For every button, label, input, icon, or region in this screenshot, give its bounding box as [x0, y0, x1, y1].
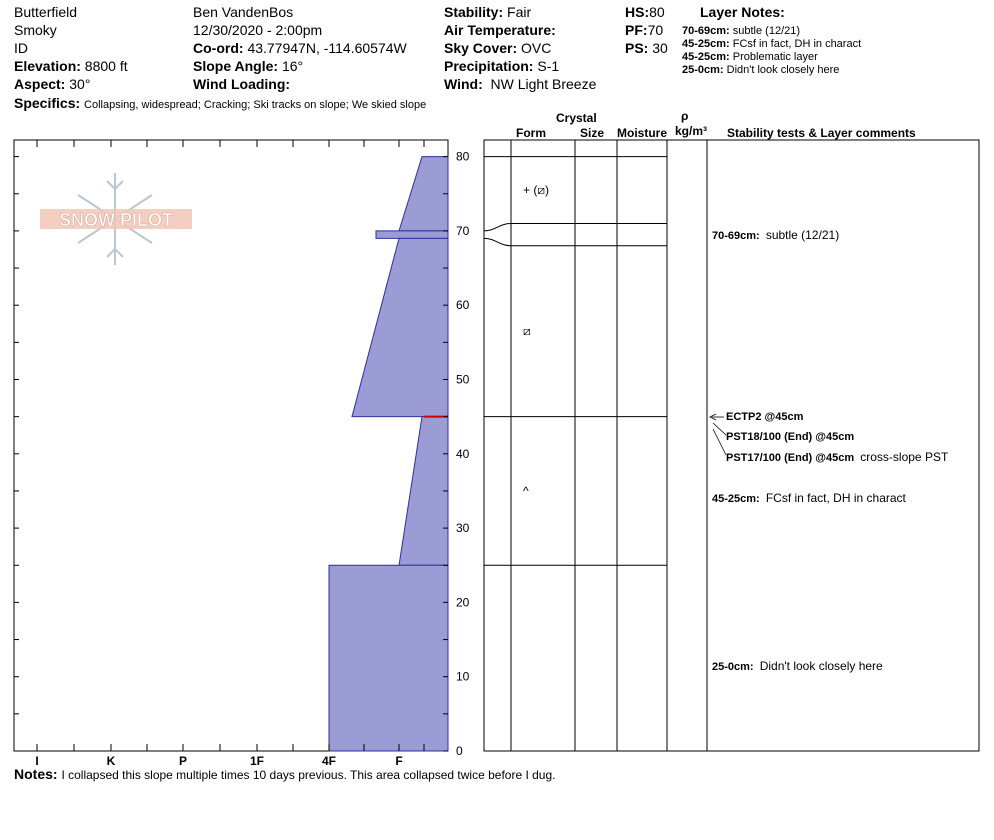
y-tick-label: 0	[456, 744, 463, 758]
x-tick-label: 4F	[321, 754, 337, 768]
col-form: Form	[516, 126, 546, 140]
sky-label: Sky Cover:	[444, 40, 518, 56]
y-tick-label: 20	[456, 595, 470, 610]
hs-value: 80	[649, 4, 665, 20]
elevation-value: 8800 ft	[84, 58, 128, 74]
layer-comment: 45-25cm: FCsf in fact, DH in charact	[712, 491, 906, 506]
layer-note: 25-0cm: Didn't look closely here	[682, 64, 840, 76]
stability-test: PST17/100 (End) @45cm cross-slope PST	[726, 450, 949, 464]
x-tick-label: F	[395, 754, 403, 768]
pf-value: 70	[647, 22, 664, 38]
stability-test-arrows	[710, 414, 726, 455]
layer-note: 45-25cm: FCsf in fact, DH in charact	[682, 38, 862, 50]
x-tick-label: 1F	[249, 754, 265, 768]
wind-value: NW Light Breeze	[490, 76, 597, 92]
x-tick-label: P	[178, 754, 188, 768]
hardness-layer	[352, 238, 448, 416]
x-tick-label: I	[35, 754, 39, 768]
col-density-unit: kg/m³	[675, 124, 708, 138]
notes-label: Notes:	[14, 766, 58, 782]
col-size: Size	[580, 126, 605, 140]
y-tick-label: 30	[456, 521, 470, 536]
y-tick-label: 80	[456, 149, 470, 164]
hardness-layer	[329, 565, 448, 751]
specifics-value: Collapsing, widespread; Cracking; Ski tracks on slope; We skied slope	[84, 99, 427, 111]
layer-comment: 70-69cm: subtle (12/21)	[712, 227, 840, 242]
air-temp-label: Air Temperature:	[444, 22, 556, 38]
y-tick-label: 70	[456, 223, 470, 238]
layer-comment: 25-0cm: Didn't look closely here	[712, 658, 883, 673]
col-moisture: Moisture	[617, 126, 668, 140]
hs-label: HS:	[625, 4, 650, 20]
observer: Ben VandenBos	[193, 4, 294, 20]
notes-row	[14, 766, 556, 783]
y-tick-label: 40	[456, 446, 470, 461]
hardness-layer	[399, 417, 448, 566]
location: Butterfield	[14, 4, 78, 20]
ps-label: PS:	[625, 40, 649, 56]
elevation-label: Elevation:	[14, 58, 81, 74]
layer-connector	[484, 238, 511, 245]
layer-note: 70-69cm: subtle (12/21)	[682, 25, 801, 37]
crystal-form-symbol: ^	[523, 483, 529, 498]
stability-value: Fair	[507, 4, 532, 20]
stability-test: ECTP2 @45cm	[726, 411, 804, 423]
hardness-layer	[376, 231, 448, 238]
sky-value: OVC	[521, 40, 552, 56]
y-tick-label: 50	[456, 372, 470, 387]
hardness-layer	[399, 157, 448, 231]
y-tick-label: 60	[456, 298, 470, 313]
wind-loading-label: Wind Loading:	[193, 76, 291, 92]
state: ID	[14, 40, 28, 56]
stability-label: Stability:	[444, 4, 504, 20]
snowpilot-logo-text: SNOW PILOT	[59, 210, 173, 230]
crystal-forms	[523, 183, 549, 498]
crystal-form-symbol: + (⧄)	[523, 183, 549, 198]
col-comments: Stability tests & Layer comments	[727, 126, 916, 140]
precip-value: S-1	[537, 58, 560, 74]
datetime: 12/30/2020 - 2:00pm	[193, 22, 323, 38]
hardness-profile	[329, 157, 448, 751]
stability-test: PST18/100 (End) @45cm	[726, 431, 855, 443]
layer-note: 45-25cm: Problematic layer	[682, 51, 818, 63]
layer-notes-title: Layer Notes:	[700, 4, 785, 20]
wind-label: Wind:	[444, 76, 483, 92]
slope-value: 16°	[281, 58, 304, 74]
slope-label: Slope Angle:	[193, 58, 279, 74]
x-tick-label: K	[106, 754, 116, 768]
coord-label: Co-ord:	[193, 40, 244, 56]
col-rho: ρ	[681, 109, 689, 123]
precip-label: Precipitation:	[444, 58, 534, 74]
layer-connector	[484, 223, 511, 230]
notes-text: I collapsed this slope multiple times 10 days previous. This area collapsed twice before I dug.	[61, 768, 556, 782]
pf-label: PF:	[625, 22, 648, 38]
y-tick-label: 10	[456, 669, 470, 684]
specifics-label: Specifics:	[14, 95, 81, 111]
ps-value: 30	[652, 40, 668, 56]
col-crystal: Crystal	[556, 111, 597, 125]
aspect-value: 30°	[69, 76, 91, 92]
coord-value: 43.77947N, -114.60574W	[247, 40, 407, 56]
aspect-label: Aspect:	[14, 76, 66, 92]
subregion: Smoky	[14, 22, 57, 38]
crystal-form-symbol: ⧄	[523, 324, 531, 339]
